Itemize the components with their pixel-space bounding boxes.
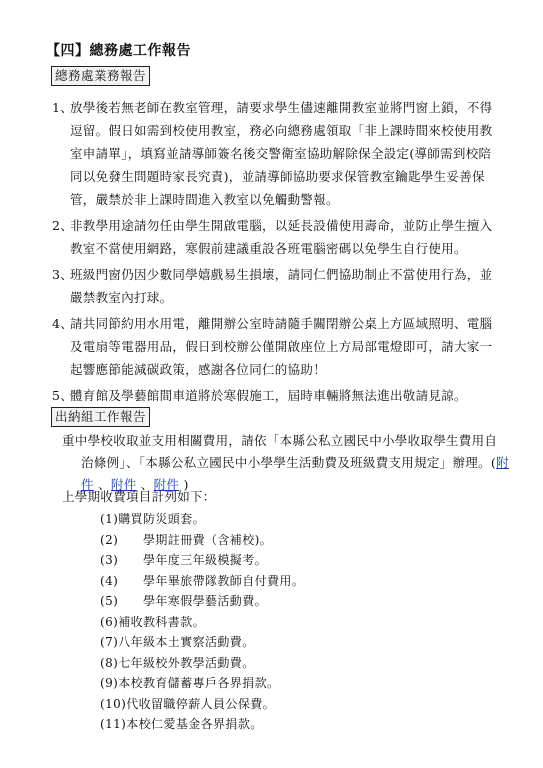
item-number: 5、 (52, 388, 74, 403)
item-number: 3、 (52, 267, 74, 282)
list-item (32, 312, 502, 381)
intro-text: 治條例」、「本縣公私立國民中小學學生活動費及班級費支用規定」辦理。( (81, 455, 497, 470)
closing-paren: ) (183, 477, 189, 492)
list-item: (2) 學期註冊費（含補校)。 (100, 532, 273, 547)
list-item: (10)代收留職停薪人員公保費。 (100, 696, 276, 711)
attachment-link[interactable]: 附件 (110, 477, 137, 492)
item-line: 請共同節約用水用電，離開辦公室時請隨手關閉辦公桌上方區域照明、電腦 (70, 316, 493, 331)
item-line: 嚴禁教室內打球。 (70, 290, 173, 305)
list-item: (11)本校仁愛基金各界捐款。 (100, 717, 263, 731)
list-item: (8)七年級校外教學活動費。 (100, 655, 255, 670)
general-affairs-list (32, 96, 502, 410)
list-item: (3) 學年度三年級模擬考。 (100, 553, 267, 567)
item-line: 逗留。假日如需到校使用教室，務必向總務處領取「非上課時間來校使用教 (70, 123, 493, 138)
item-number: 1、 (52, 100, 74, 115)
item-line: 教室不當使用網路，寒假前建議重設各班電腦密碼以免學生自行使用。 (70, 241, 467, 256)
list-item (32, 384, 502, 407)
item-line: 放學後若無老師在教室管理，請要求學生儘速離開教室並將門窗上鎖，不得 (70, 100, 493, 115)
intro-line (62, 452, 512, 474)
attachment-link[interactable]: 附 (496, 455, 509, 470)
list-item (32, 263, 502, 309)
section-title-cashier: 出納組工作報告 (51, 407, 150, 427)
list-item (32, 214, 502, 260)
fee-plan-title: 上學期收費項目計列如下： (62, 489, 216, 504)
list-item: (5) 學年寒假學藝活動費。 (100, 594, 267, 608)
item-line: 班級門窗仍因少數同學嬉戲易生損壞，請同仁們協助制止不當使用行為，並 (70, 267, 493, 282)
item-line: 及電扇等電器用品，假日到校辦公僅開啟座位上方局部電燈即可，請大家一 (70, 339, 493, 354)
fee-plan-list (100, 509, 304, 735)
item-line: 體育館及學藝館間車道將於寒假施工，屆時車輛將無法進出敬請見諒。 (70, 388, 467, 403)
intro-line: 重中學校收取並支用相關費用，請依「本縣公私立國民中小學收取學生費用自 (62, 433, 498, 448)
attachment-link[interactable]: 件 (81, 477, 94, 492)
list-item: (7)八年級本土實察活動費。 (100, 635, 255, 649)
section-title-general-affairs: 總務處業務報告 (51, 66, 150, 86)
separator: 、 (98, 477, 111, 492)
item-number: 4、 (52, 316, 74, 331)
item-number: 2、 (52, 218, 74, 233)
list-item: (9)本校教育儲蓄專戶各界捐款。 (100, 676, 280, 690)
list-item: (6)補收教科書款。 (100, 614, 205, 629)
item-line: 同以免發生問題時家長究責)，並請導師協助要求保管教室鑰匙學生妥善保 (70, 169, 485, 184)
attachment-link[interactable]: 附件 (153, 477, 180, 492)
item-line: 非教學用途請勿任由學生開啟電腦，以延長設備使用壽命，並防止學生擅入 (70, 218, 493, 233)
report-heading: 【四】總務處工作報告 (46, 43, 191, 59)
list-item: (1)購買防災頭套。 (100, 512, 205, 526)
item-line: 管，嚴禁於非上課時間進入教室以免觸動警報。 (70, 192, 339, 207)
separator: 、 (140, 477, 154, 492)
item-line: 室申請單」，填寫並請導師簽名後交警衛室協助解除保全設定(導師需到校陪 (70, 146, 492, 161)
list-item: (4) 學年畢旅帶隊教師自付費用。 (100, 573, 305, 588)
item-line: 起響應節能減碳政策，感謝各位同仁的協助！ (70, 362, 327, 377)
list-item (32, 96, 502, 211)
